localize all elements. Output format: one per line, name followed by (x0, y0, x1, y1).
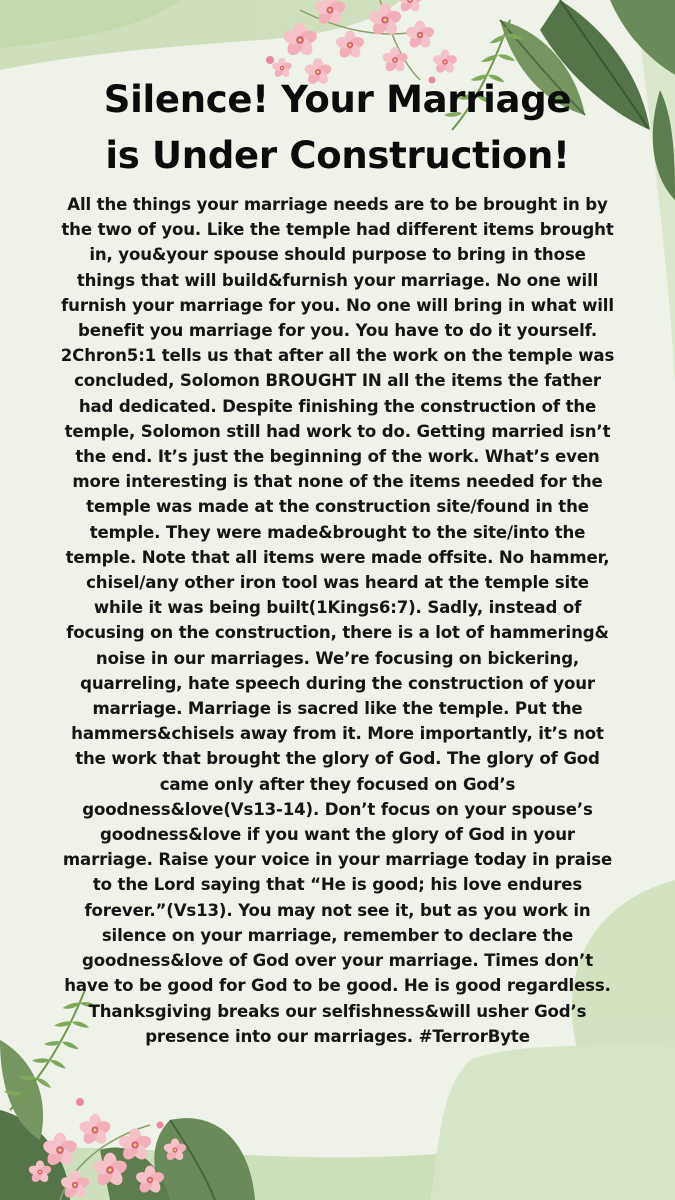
post-title (60, 72, 615, 184)
post-content (60, 72, 615, 1049)
post-title-line-1: Silence! Your Marriage (103, 78, 572, 121)
post-body: All the things your marriage needs are to be brought in by the two of you. Like the temple had different items brought in, you&your spouse should purpose to bring in those things that will build&furnish your marriage. No one will furnish your marriage for you. No one will bring in what will benefit you marriage for you. You have to do it yourself. 2Chron5:1 tells us that after all the work on the temple was concluded, Solomon BROUGHT IN all the items the father had dedicated. Despite finishing the construction of the temple, Solomon still had work to do. Getting married isn’t the end. It’s just the beginning of the work. What’s even more interesting is that none of the items needed for the temple was made at the construction site/found in the temple. They were made&brought to the site/into the temple. Note that all items were made offsite. No hammer, chisel/any other iron tool was heard at the temple site while it was being built(1Kings6:7). Sadly, instead of focusing on the construction, there is a lot of hammering& noise in our marriages. We’re focusing on bickering, quarreling, hate speech during the construction of your marriage. Marriage is sacred like the temple. Put the hammers&chisels away from it. More importantly, it’s not the work that brought the glory of God. The glory of God came only after they focused on God’s goodness&love(Vs13-14). Don’t focus on your spouse’s goodness&love if you want the glory of God in your marriage. Raise your voice in your marriage today in praise to the Lord saying that “He is good; his love endures forever.”(Vs13). You may not see it, but as you work in silence on your marriage, remember to declare the goodness&love of God over your marriage. Times don’t have to be good for God to be good. He is good regardless. Thanksgiving breaks our selfishness&will usher God’s presence into our marriages. #TerrorByte (60, 195, 615, 1046)
post-title-line-2: is Under Construction! (105, 134, 570, 177)
